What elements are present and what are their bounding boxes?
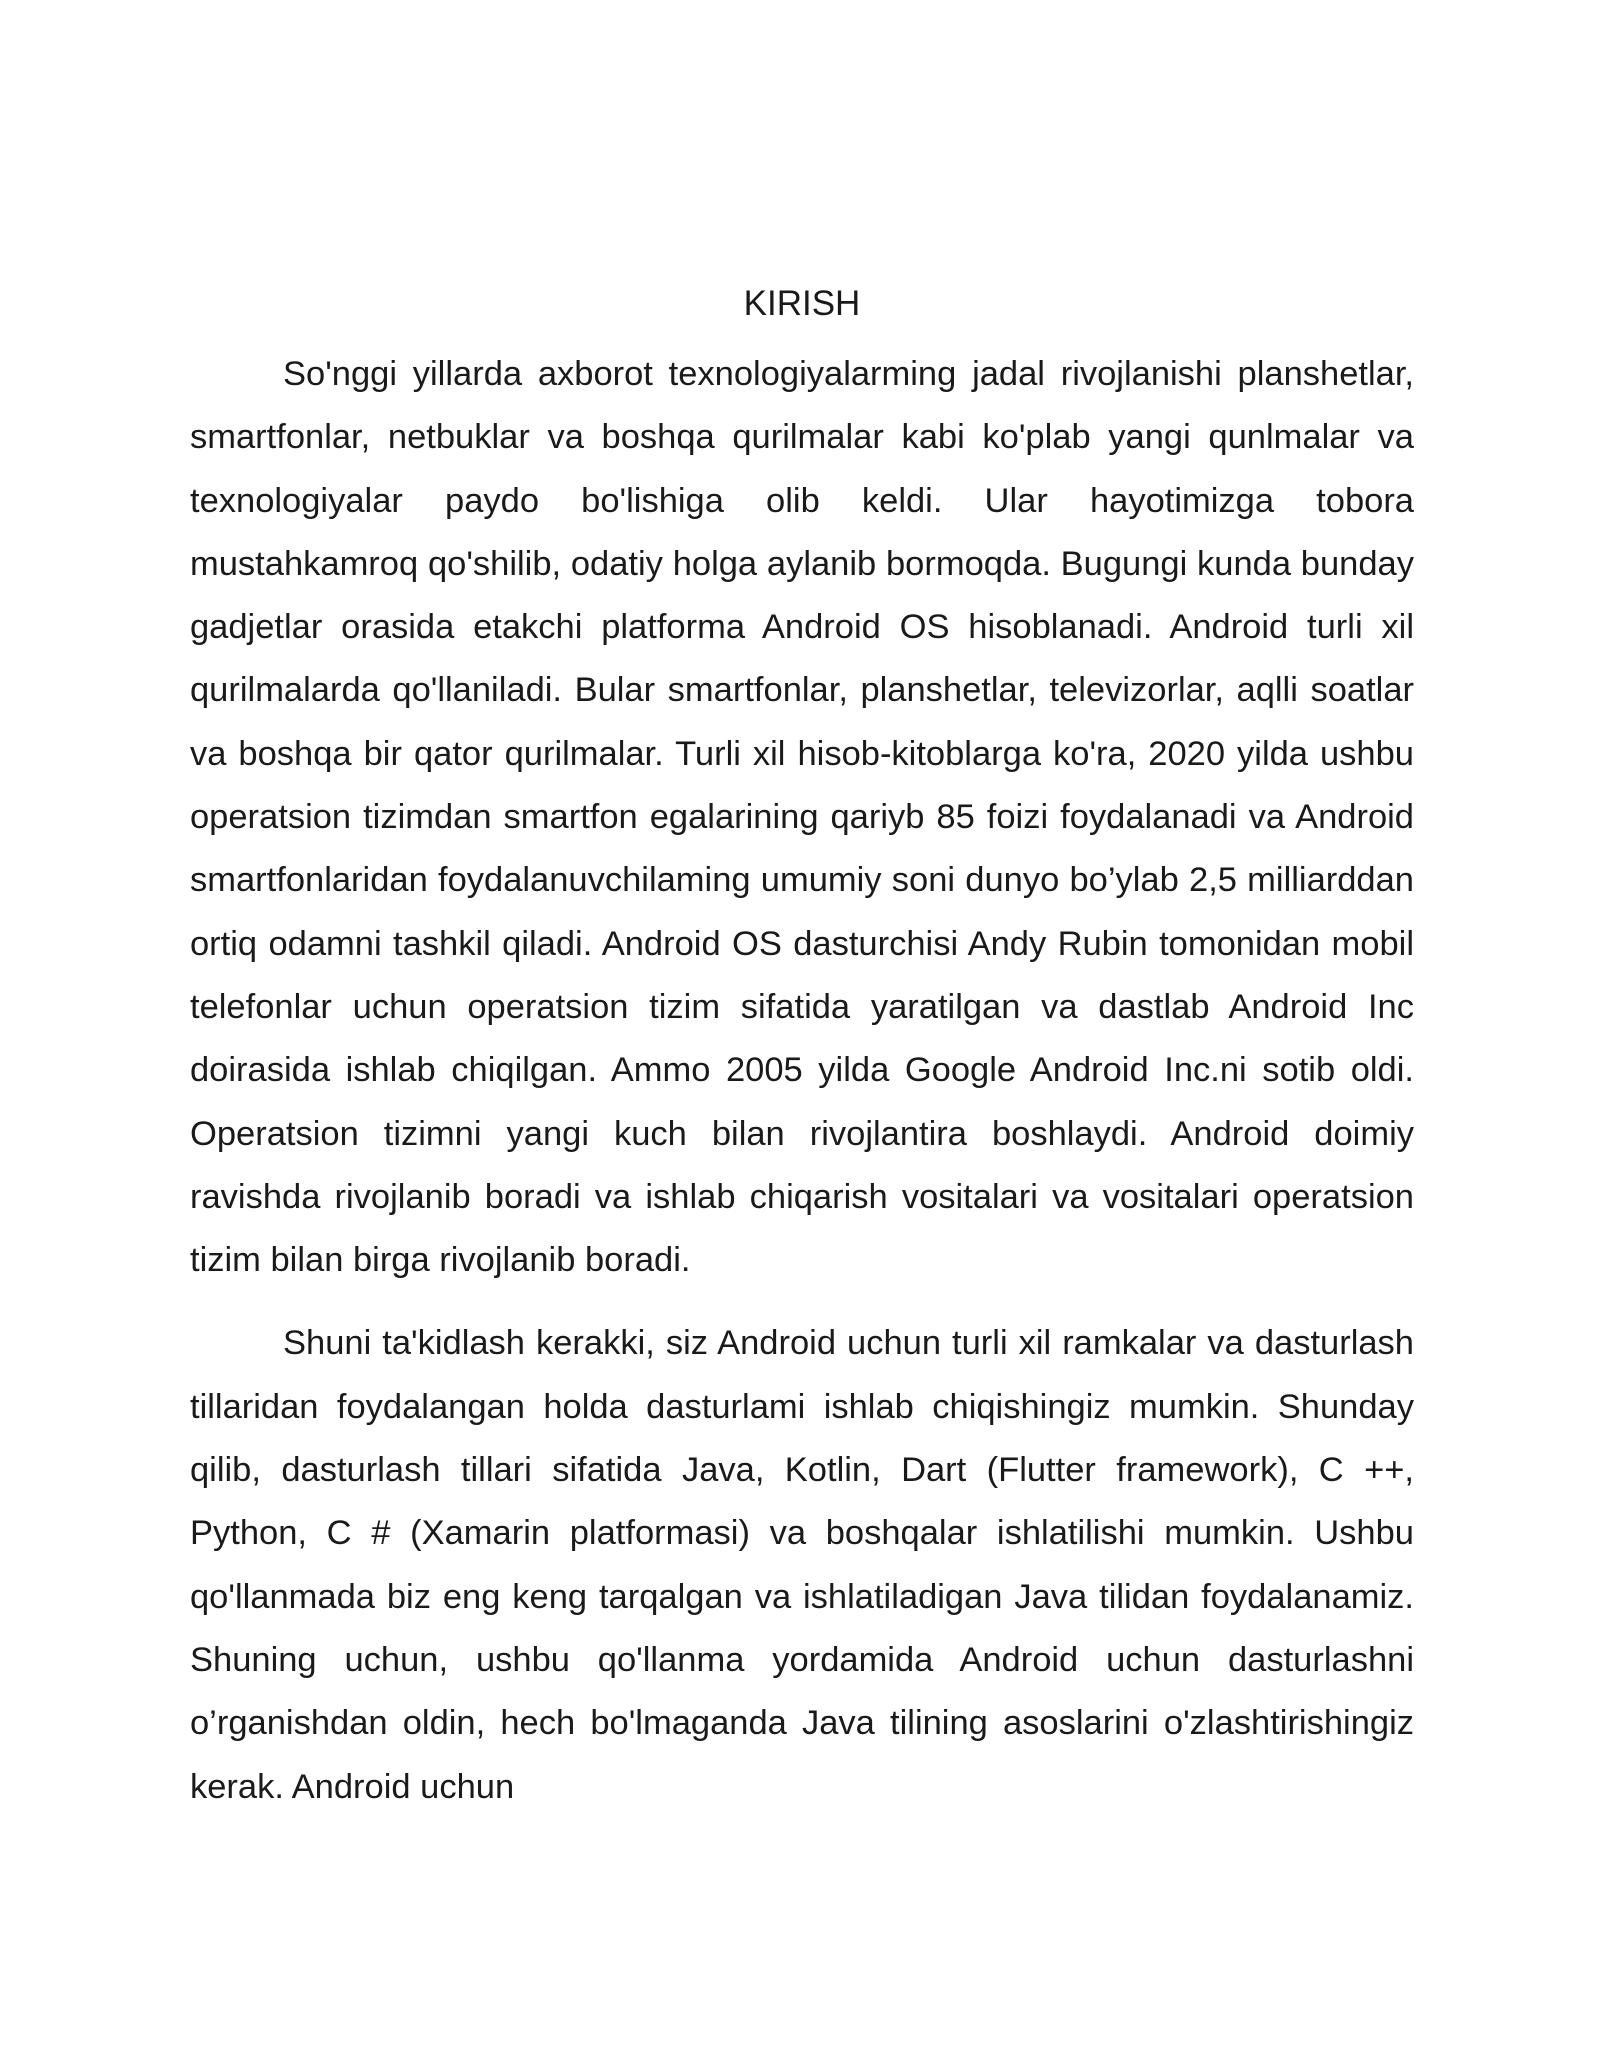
paragraph-intro: So'nggi yillarda axborot texnologiyalarming jadal rivojlanishi planshetlar, smartfonlar, netbuklar va boshqa qurilmalar kabi ko'plab yangi qunlmalar va texnologiyalar paydo bo'lishiga olib keldi. Ular hayotimizga tobora mustahkamroq qo'shilib, odatiy holga aylanib bormoqda. Bugungi kunda bunday gadjetlar orasida etakchi platforma Android OS hisoblanadi. Android turli xil qurilmalarda qo'llaniladi. Bular smartfonlar, planshetlar, televizorlar, aqlli soatlar va boshqa bir qator qurilmalar. Turli xil hisob-kitoblarga ko'ra, 2020 yilda ushbu operatsion tizimdan smartfon egalarining qariyb 85 foizi foydalanadi va Android smartfonlaridan foydalanuvchilaming umumiy soni dunyo bo’ylab 2,5 milliarddan ortiq odamni tashkil qiladi. Android OS dasturchisi Andy Rubin tomonidan mobil telefonlar uchun operatsion tizim sifatida yaratilgan va dastlab Android Inc doirasida ishlab chiqilgan. Ammo 2005 yilda Google Android Inc.ni sotib oldi. Operatsion tizimni yangi kuch bilan rivojlantira boshlaydi. Android doimiy ravishda rivojlanib boradi va ishlab chiqarish vositalari va vositalari operatsion tizim bilan birga rivojlanib boradi. [190,355,1414,1280]
document-page [190,280,1414,1819]
page-title: KIRISH [743,284,861,323]
paragraph-languages: Shuni ta'kidlash kerakki, siz Android uchun turli xil ramkalar va dasturlash tillaridan foydalangan holda dasturlami ishlab chiqishingiz mumkin. Shunday qilib, dasturlash tillari sifatida Java, Kotlin, Dart (Flutter framework), C ++, Python, C # (Xamarin platformasi) va boshqalar ishlatilishi mumkin. Ushbu qo'llanmada biz eng keng tarqalgan va ishlatiladigan Java tilidan foydalanamiz. Shuning uchun, ushbu qo'llanma yordamida Android uchun dasturlashni o’rganishdan oldin, hech bo'lmaganda Java tilining asoslarini o'zlashtirishingiz kerak. Android uchun [190,1324,1414,1806]
